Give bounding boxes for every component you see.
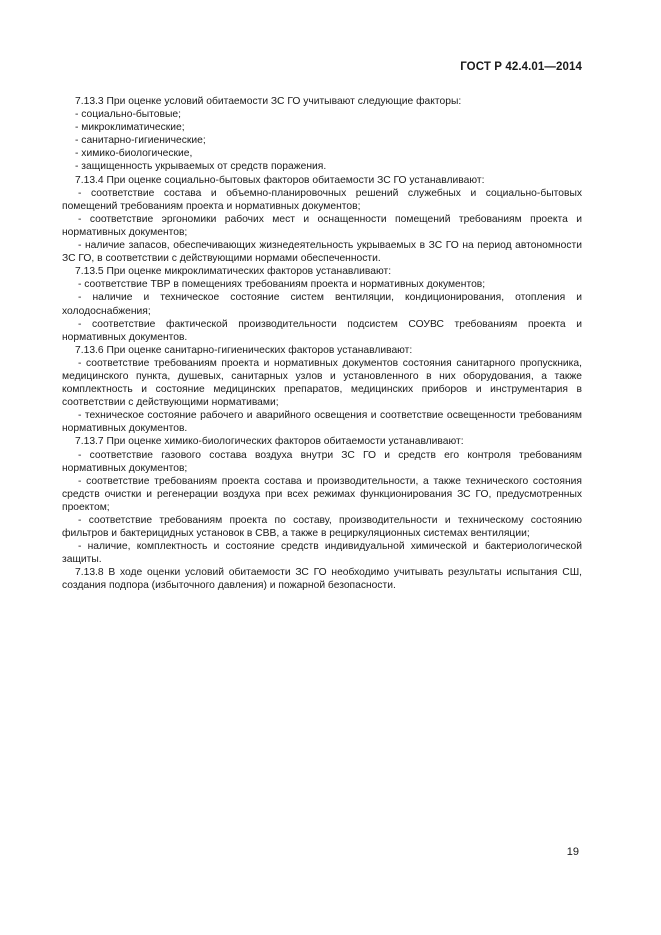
clause-7-13-3: 7.13.3 При оценке условий обитаемости ЗС ГО учитывают следующие факторы: [75, 96, 462, 107]
document-body [62, 95, 582, 593]
clause-7-13-4: 7.13.4 При оценке социально-бытовых факторов обитаемости ЗС ГО устанавливают: [75, 174, 485, 186]
list-item: - соответствие фактической производительности подсистем СОУВС требованиям проекта и нормативных документов. [62, 318, 582, 343]
list-item: - соответствие газового состава воздуха внутри ЗС ГО и средств его контроля требованиям нормативных документов; [62, 449, 582, 474]
list-item: - соответствие эргономики рабочих мест и оснащенности помещений требованиям проекта и нормативных документов; [62, 213, 582, 238]
list-item: - санитарно-гигиенические; [75, 135, 206, 147]
list-item: - защищенность укрываемых от средств поражения. [75, 161, 327, 173]
list-item: - соответствие состава и объемно-планировочных решений служебных и социально-бытовых помещений требованиям проекта и нормативных документов; [62, 187, 582, 212]
list-item: - наличие, комплектность и состояние средств индивидуальной химической и бактериологической защиты. [62, 541, 582, 566]
list-item: - соответствие требованиям проекта и нормативных документов состояния санитарного пропускника, медицинского пункта, душевых, санитарных узлов и установленного в них оборудования, а также комплектность и состояние медицинских препаратов, медицинских приборов и инструментария в соответствии с действующими нормативами; [62, 357, 582, 409]
page-number: 19 [566, 846, 579, 858]
list-item: - соответствие ТВР в помещениях требованиям проекта и нормативных документов; [78, 279, 486, 291]
list-item: - техническое состояние рабочего и аварийного освещения и соответствие освещенности требованиям нормативных документов. [62, 410, 582, 435]
list-item: - наличие и техническое состояние систем вентиляции, кондиционирования, отопления и холодоснабжения; [62, 292, 582, 317]
list-item: - химико-биологические, [75, 148, 193, 160]
document-code: ГОСТ Р 42.4.01—2014 [460, 61, 582, 73]
list-item: - соответствие требованиям проекта по составу, производительности и техническому состоянию фильтров и бактерицидных установок в СВВ, а также в рециркуляционных системах вентиляции; [62, 515, 582, 540]
clause-7-13-5: 7.13.5 При оценке микроклиматических факторов устанавливают: [75, 266, 392, 278]
list-item: - микроклиматические; [75, 122, 185, 134]
list-item: - социально-бытовые; [75, 109, 181, 121]
clause-7-13-8: 7.13.8 В ходе оценки условий обитаемости ЗС ГО необходимо учитывать результаты испытания СШ, создания подпора (избыточного давления) и пожарной безопасности. [62, 567, 582, 592]
list-item: - наличие запасов, обеспечивающих жизнедеятельность укрываемых в ЗС ГО на период автономности ЗС ГО, в соответствии с действующими нормами обеспеченности. [62, 240, 582, 265]
list-item: - соответствие требованиям проекта состава и производительности, а также технического состояния средств очистки и регенерации воздуха при всех режимах функционирования ЗС ГО, предусмотренных проектом; [62, 475, 582, 513]
clause-7-13-7: 7.13.7 При оценке химико-биологических факторов обитаемости устанавливают: [75, 436, 464, 448]
clause-7-13-6: 7.13.6 При оценке санитарно-гигиенических факторов устанавливают: [75, 344, 413, 356]
